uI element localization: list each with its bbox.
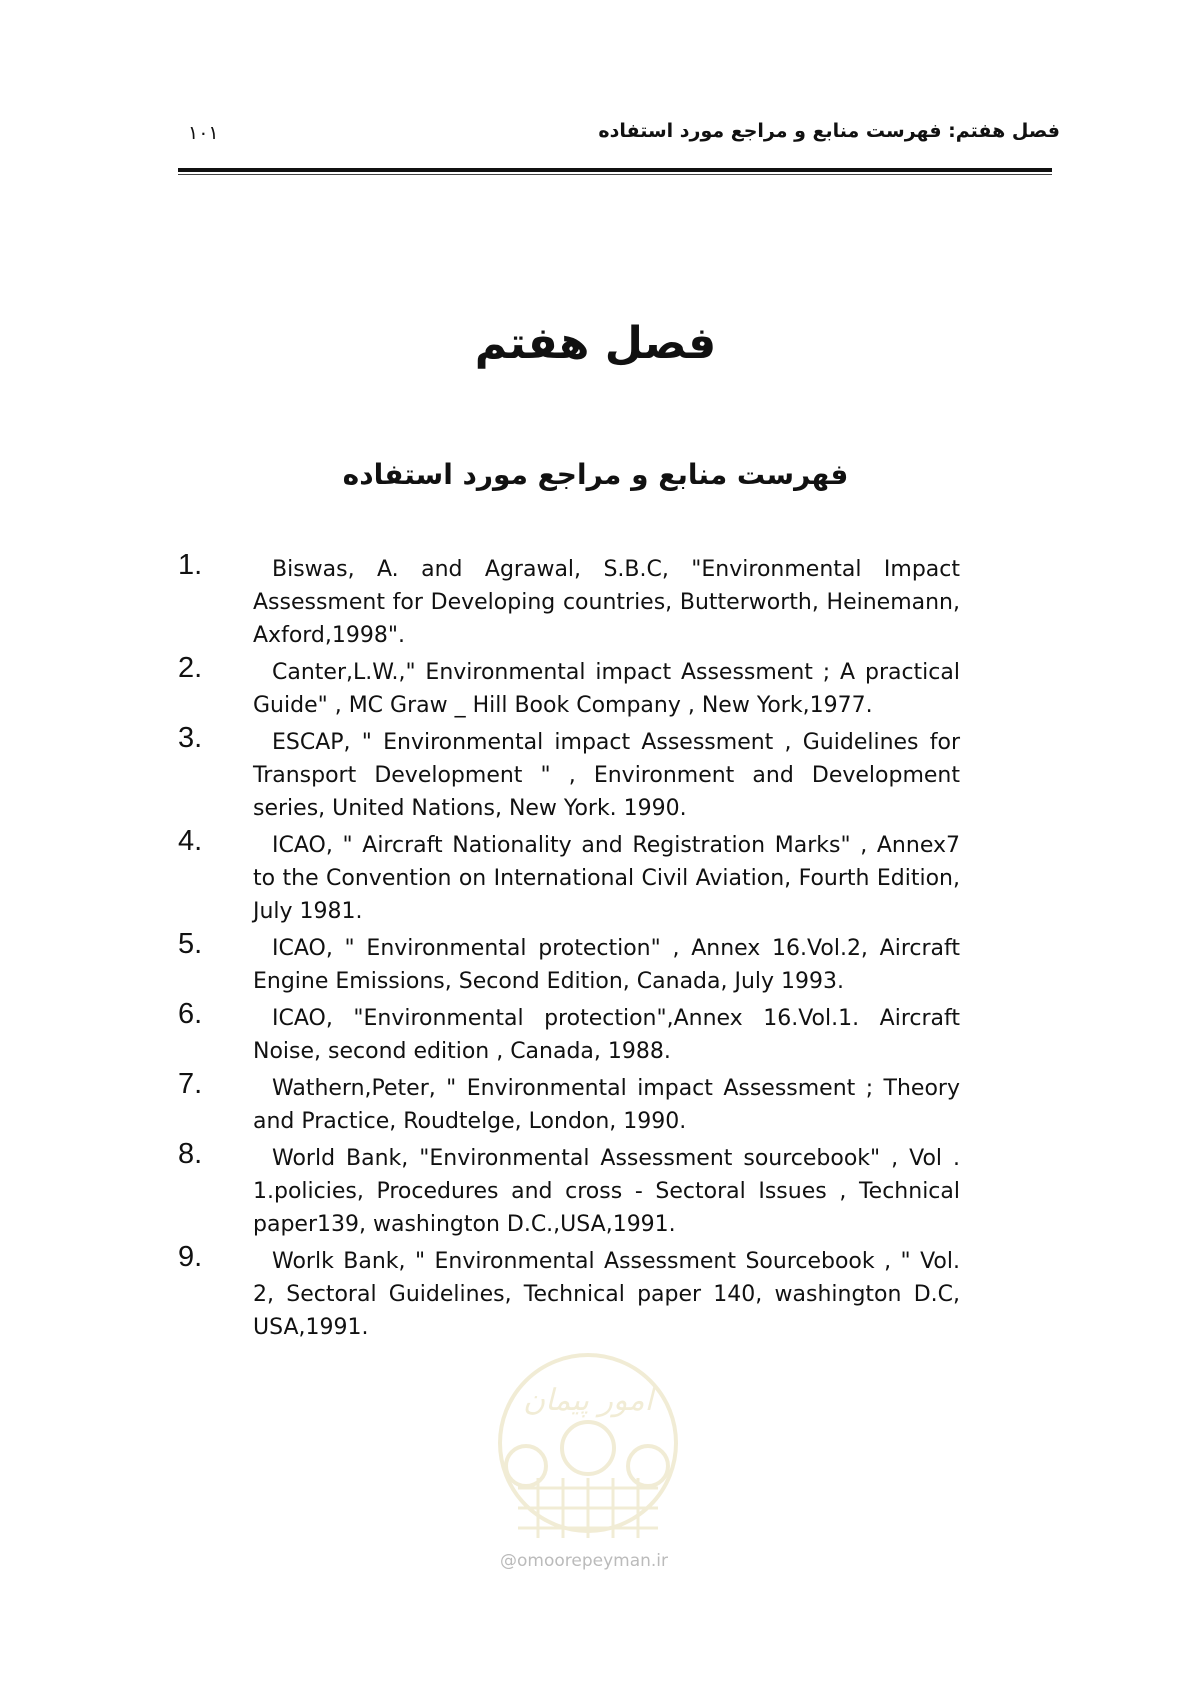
reference-text: Wathern,Peter, " Environmental impact Assessment ; Theory and Practice, Roudtelge, London, 1990. xyxy=(253,1076,960,1134)
reference-item xyxy=(178,1068,960,1138)
reference-item xyxy=(178,652,960,722)
reference-text: Biswas, A. and Agrawal, S.B.C, "Environmental Impact Assessment for Developing countries, Butterworth, Heinemann, Axford,1998". xyxy=(253,557,960,648)
reference-text: World Bank, "Environmental Assessment sourcebook" , Vol . 1.policies, Procedures and cross - Sectoral Issues , Technical paper139, washington D.C.,USA,1991. xyxy=(253,1146,960,1237)
seal-grid xyxy=(518,1478,658,1538)
running-title: فصل هفتم: فهرست منابع و مراجع مورد استفاده xyxy=(598,120,1060,142)
page-number: ۱۰۱ xyxy=(188,122,219,144)
seal-scale-gear xyxy=(506,1446,546,1486)
reference-text: ICAO, " Aircraft Nationality and Registration Marks" , Annex7 to the Convention on International Civil Aviation, Fourth Edition, July 1981. xyxy=(253,833,960,924)
reference-item xyxy=(178,998,960,1068)
page-header xyxy=(178,118,1060,148)
reference-item xyxy=(178,722,960,825)
reference-number: 2. xyxy=(178,652,203,684)
section-title: فهرست منابع و مراجع مورد استفاده xyxy=(342,458,849,491)
reference-item xyxy=(178,549,960,652)
reference-item xyxy=(178,1241,960,1344)
chapter-title: فصل هفتم xyxy=(474,318,717,369)
reference-text: Worlk Bank, " Environmental Assessment Sourcebook , " Vol. 2, Sectoral Guidelines, Technical paper 140, washington D.C, USA,1991. xyxy=(253,1249,960,1340)
header-rule-thin xyxy=(178,174,1052,175)
reference-number: 5. xyxy=(178,928,203,960)
reference-text: ICAO, " Environmental protection" , Annex 16.Vol.2, Aircraft Engine Emissions, Second Edition, Canada, July 1993. xyxy=(253,936,960,994)
reference-number: 6. xyxy=(178,998,203,1030)
reference-item xyxy=(178,1138,960,1241)
reference-number: 8. xyxy=(178,1138,203,1170)
reference-text: Canter,L.W.," Environmental impact Assessment ; A practical Guide" , MC Graw _ Hill Book Company , New York,1977. xyxy=(253,660,960,718)
header-rule xyxy=(178,168,1052,172)
reference-number: 4. xyxy=(178,825,203,857)
reference-item xyxy=(178,928,960,998)
reference-item xyxy=(178,825,960,928)
reference-text: ICAO, "Environmental protection",Annex 16.Vol.1. Aircraft Noise, second edition , Canada, 1988. xyxy=(253,1006,960,1064)
watermark-url: @omoorepeyman.ir xyxy=(500,1551,669,1571)
seal-center-gear xyxy=(562,1422,614,1474)
reference-number: 3. xyxy=(178,722,203,754)
seal-drop-gear xyxy=(628,1446,668,1486)
seal-text: امور پیمان xyxy=(523,1383,653,1418)
reference-text: ESCAP, " Environmental impact Assessment , Guidelines for Transport Development " , Environment and Development series, United Nations, New York. 1990. xyxy=(253,730,960,821)
reference-number: 1. xyxy=(178,549,203,581)
reference-number: 7. xyxy=(178,1068,203,1100)
reference-number: 9. xyxy=(178,1241,203,1273)
reference-list xyxy=(178,549,960,1348)
